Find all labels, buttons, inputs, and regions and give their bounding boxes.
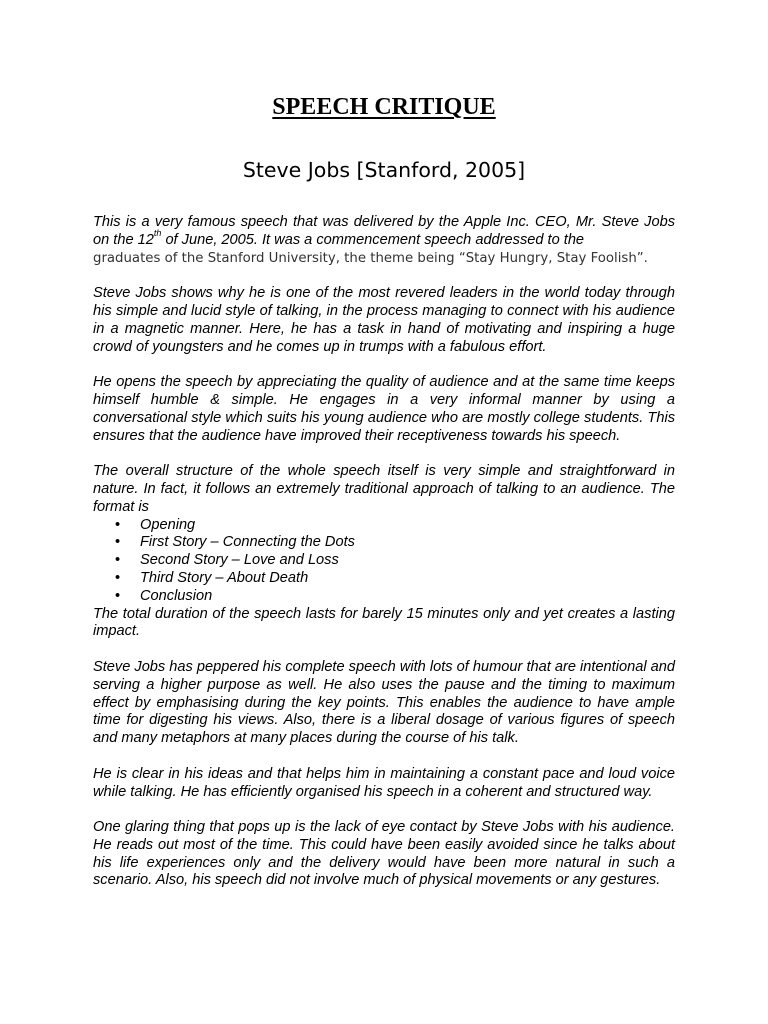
- paragraph-intro: [93, 214, 675, 267]
- paragraph-eye-contact: One glaring thing that pops up is the lack of eye contact by Steve Jobs with his audience. He reads out most of the time. This could have been easily avoided since he talks about his life experiences only and the delivery would have been more natural in such a scenario. Also, his speech did not involve much of physical movements or any gestures.: [93, 819, 675, 889]
- paragraph-structure: The overall structure of the whole speech itself is very simple and straightforward in nature. In fact, it follows an extremely traditional approach of talking to an audience. The format is: [93, 463, 675, 515]
- page-title: SPEECH CRITIQUE: [272, 94, 496, 120]
- intro-superscript: th: [153, 227, 162, 238]
- page-subtitle: Steve Jobs [Stanford, 2005]: [242, 158, 526, 182]
- list-item: • First Story – Connecting the Dots: [115, 534, 675, 552]
- list-item: • Third Story – About Death: [115, 570, 675, 588]
- paragraph-clarity: He is clear in his ideas and that helps him in maintaining a constant pace and loud voice while talking. He has efficiently organised his speech in a coherent and structured way.: [93, 765, 675, 800]
- paragraph-humour: Steve Jobs has peppered his complete speech with lots of humour that are intentional and serving a higher purpose as well. He also uses the pause and the timing to maximum effect by emphasising during the key points. This enables the audience to have ample time for digesting his views. Also, there is a liberal dosage of various figures of speech and many metaphors at many places during the course of his talk.: [93, 658, 675, 747]
- paragraph-opening: He opens the speech by appreciating the quality of audience and at the same time keeps himself humble & simple. He engages in a very informal manner by using a conversational style which suits his young audience who are mostly college students. This ensures that the audience have improved their receptiveness towards his speech.: [93, 374, 675, 444]
- intro-text-part2: of June, 2005. It was a commencement speech addressed to the: [161, 231, 585, 248]
- paragraph-leadership: Steve Jobs shows why he is one of the most revered leaders in the world today through his simple and lucid style of talking, in the process managing to connect with his audience in a magnetic manner. Here, he has a task in hand of motivating and inspiring a huge crowd of youngsters and he comes up in trumps with a fabulous effort.: [93, 285, 675, 355]
- document-body: [93, 214, 675, 908]
- list-item: • Opening: [115, 517, 675, 535]
- list-item: • Conclusion: [115, 588, 675, 606]
- intro-text-part1: This is a very famous speech that was delivered by the Apple Inc. CEO, Mr. Steve Jobs on the 12: [93, 214, 675, 248]
- paragraph-duration: The total duration of the speech lasts for barely 15 minutes only and yet creates a lasting impact.: [93, 605, 675, 640]
- list-item: • Second Story – Love and Loss: [115, 552, 675, 570]
- intro-text-line3: graduates of the Stanford University, the theme being “Stay Hungry, Stay Foolish”.: [93, 250, 648, 266]
- format-list: [93, 517, 675, 606]
